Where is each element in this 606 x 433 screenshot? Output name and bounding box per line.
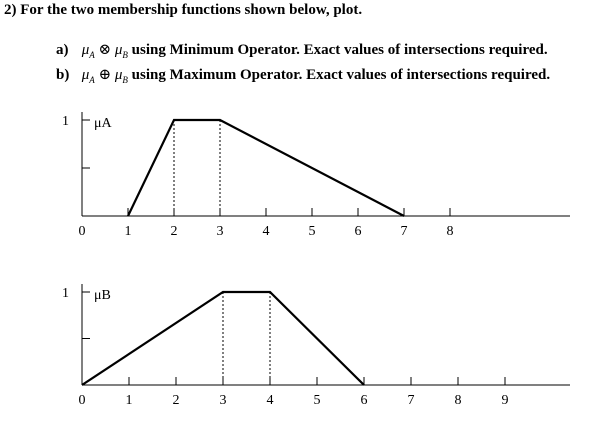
task-a-operand-a: μ	[81, 42, 90, 58]
task-a-sub-a: A	[89, 50, 95, 60]
plot-b-x-tick-label-8: 8	[454, 393, 462, 408]
task-b-operand-a: μ	[81, 67, 90, 83]
plot-a-x-tick-label-3: 3	[216, 224, 224, 239]
plot-a-x-tick-label-6: 6	[354, 224, 362, 239]
plot-a-series-label: μA	[94, 116, 112, 131]
plot-b-x-tick-label-3: 3	[219, 393, 227, 408]
task-b-operand-b: μ	[114, 67, 123, 83]
task-b-text: using Maximum Operator. Exact values of intersections required.	[127, 67, 551, 83]
oplus-operator: ⊕	[98, 67, 112, 83]
task-b-sub-a: A	[89, 75, 95, 85]
plot-b-x-tick-label-2: 2	[172, 393, 180, 408]
plot-b-x-tick-label-6: 6	[360, 393, 368, 408]
plot-b-x-tick-label-0: 0	[78, 393, 86, 408]
plot-b-x-tick-label-1: 1	[125, 393, 133, 408]
plot-a-membership-line	[128, 120, 404, 216]
plot-b-y-tick-label: 1	[62, 286, 69, 301]
plot-b-x-tick-label-9: 9	[501, 393, 509, 408]
plot-b-x-tick-label-5: 5	[313, 393, 321, 408]
plot-a-x-tick-label-4: 4	[262, 224, 270, 239]
plot-b-x-tick-label-7: 7	[407, 393, 415, 408]
plot-a-x-tick-label-0: 0	[78, 224, 86, 239]
plot-b-x-tick-label-4: 4	[266, 393, 274, 408]
task-a-operand-b: μ	[114, 42, 123, 58]
question-title: 2) For the two membership functions shown below, plot.	[4, 2, 363, 18]
plot-a-x-tick-label-2: 2	[170, 224, 178, 239]
plot-a-x-tick-label-1: 1	[124, 224, 132, 239]
plot-b-series-label: μB	[94, 288, 111, 303]
otimes-operator: ⊗	[98, 42, 112, 58]
plot-a-x-tick-label-7: 7	[400, 224, 408, 239]
plot-a-y-tick-label: 1	[62, 114, 69, 129]
task-a-text: using Minimum Operator. Exact values of intersections required.	[127, 42, 548, 58]
task-a-sub-b: B	[122, 50, 128, 60]
plot-a-x-tick-label-8: 8	[446, 224, 454, 239]
plot-a-x-tick-label-5: 5	[308, 224, 316, 239]
task-a-label: a)	[56, 42, 69, 58]
task-b-sub-b: B	[122, 75, 128, 85]
task-b-label: b)	[56, 67, 70, 83]
